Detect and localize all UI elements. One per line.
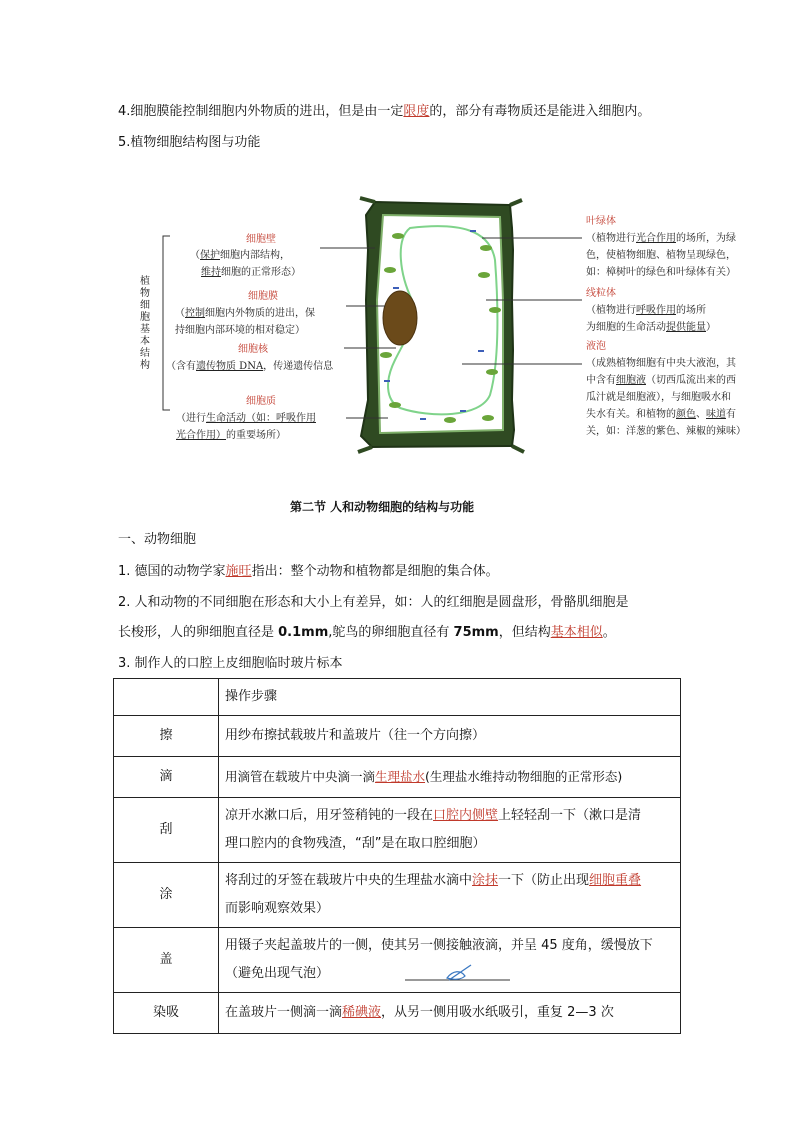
keyword: 稀碘液 (342, 1005, 382, 1020)
step-text (219, 928, 681, 993)
label-title: 线粒体 (586, 288, 616, 299)
mitochondrion (478, 350, 484, 352)
text: 用滴管在载玻片中央滴一滴 (225, 769, 376, 784)
text: ,鸵鸟的卵细胞直径有 (328, 625, 454, 640)
bracket (163, 236, 170, 410)
item-2-line-2 (118, 624, 616, 642)
text: （ (175, 308, 185, 319)
keyword: 细胞重叠 (589, 873, 642, 888)
table-row (114, 993, 681, 1034)
step-name: 盖 (114, 928, 219, 993)
keyword: 光合作用 (636, 233, 676, 244)
label-title: 细胞质 (246, 396, 276, 407)
text: （成熟植物细胞有中央大液泡，其 (586, 358, 736, 369)
text: （植物进行 (586, 233, 636, 244)
chloroplast (486, 369, 498, 375)
text: 。 (602, 625, 616, 640)
char: 细 (140, 300, 150, 311)
keyword: 细胞液 (616, 375, 646, 386)
text: 长梭形，人的卵细胞直径是 (118, 625, 279, 640)
text: 上轻轻刮一下（漱口是清 (498, 808, 642, 823)
chloroplast (380, 352, 392, 358)
desc-cell-wall (190, 247, 301, 281)
keyword: 基本相似 (550, 625, 603, 640)
mitochondrion (420, 418, 426, 420)
text: 瓜汁就是细胞液），与细胞吸水和 (586, 392, 731, 403)
char: 植 (140, 276, 150, 287)
chloroplast (482, 415, 494, 421)
label-title: 细胞壁 (246, 234, 276, 245)
table-header-row (114, 679, 681, 716)
char: 基 (140, 324, 150, 335)
heading-animal-cell: 一、动物细胞 (118, 532, 197, 547)
text: ） (706, 322, 716, 333)
table-row (114, 798, 681, 863)
label-cytoplasm (246, 393, 276, 410)
text: 细胞内部结构， (220, 250, 290, 261)
text: 用镊子夹起盖玻片的一侧，使其另一侧接触液滴，并呈 45 度角，缓慢放下 (225, 938, 653, 953)
step-name: 擦 (114, 716, 219, 757)
step-name: 涂 (114, 863, 219, 928)
text: （植物进行 (586, 305, 636, 316)
keyword: 提供能量 (666, 322, 706, 333)
keyword: 光合作用） (176, 430, 226, 441)
text: 而影响观察效果） (225, 901, 330, 916)
desc-cytoplasm (176, 410, 316, 444)
keyword: 遗传物质 DNA (196, 361, 264, 372)
mitochondrion (384, 380, 390, 382)
text: 细胞的正常形态） (221, 267, 301, 278)
step-name: 滴 (114, 757, 219, 798)
keyword: 限度 (403, 104, 430, 119)
text: （ (190, 250, 200, 261)
procedure-table (113, 678, 681, 1034)
chloroplast (389, 402, 401, 408)
label-title: 液泡 (586, 341, 606, 352)
table-row (114, 928, 681, 993)
text: 的场所 (676, 305, 706, 316)
label-title: 细胞核 (238, 344, 268, 355)
text: 凉开水漱口后，用牙签稍钝的一段在 (225, 808, 434, 823)
section-title: 第二节 人和动物细胞的结构与功能 (290, 500, 475, 514)
chloroplast (384, 267, 396, 273)
char: 胞 (140, 312, 150, 323)
chloroplast (444, 417, 456, 423)
table-row (114, 716, 681, 757)
desc-cell-membrane (175, 305, 315, 339)
text: ，从另一侧用吸水纸吸引，重复 2—3 次 (381, 1005, 614, 1020)
coverslip-sketch (405, 962, 515, 984)
keyword: 味道 (706, 409, 726, 420)
chloroplast (392, 233, 404, 239)
text: 4.细胞膜能控制细胞内外物质的进出，但是由一定 (118, 104, 404, 119)
text: 失水有关。和植物的 (586, 409, 676, 420)
label-cell-membrane (248, 288, 278, 305)
text: 的，部分有毒物质还是能进入细胞内。 (429, 104, 651, 119)
text: 的重要场所） (226, 430, 286, 441)
mitochondrion (470, 230, 476, 232)
text: 指出：整个动物和植物都是细胞的集合体。 (251, 564, 499, 579)
text: 在盖玻片一侧滴一滴 (225, 1005, 343, 1020)
desc-nucleus (166, 358, 333, 375)
text: 一下（防止出现 (498, 873, 590, 888)
step-text (219, 863, 681, 928)
table-header: 操作步骤 (219, 679, 681, 716)
mitochondrion (393, 287, 399, 289)
char: 本 (140, 336, 150, 347)
text: 理口腔内的食物残渣，“刮”是在取口腔细胞） (225, 836, 486, 851)
table-row (114, 863, 681, 928)
label-title: 叶绿体 (586, 216, 616, 227)
text: (生理盐水维持动物细胞的正常形态) (425, 769, 623, 784)
text: ，传递遗传信息 (263, 361, 334, 372)
nucleus (383, 291, 417, 345)
keyword: 保护 (200, 250, 220, 261)
step-text: 用纱布擦拭载玻片和盖玻片（往一个方向擦） (219, 716, 681, 757)
char: 构 (140, 360, 150, 371)
keyword: 施旺 (225, 564, 252, 579)
text: （进行 (176, 413, 206, 424)
text: （含有 (166, 361, 196, 372)
text: 如：樟树叶的绿色和叶绿体有关） (586, 267, 736, 278)
mitochondrion (460, 410, 466, 412)
text: 中含有 (586, 375, 616, 386)
text: ，但结构 (498, 625, 551, 640)
label-cell-wall (246, 231, 276, 248)
chloroplast (478, 272, 490, 278)
step-name: 染吸 (114, 993, 219, 1034)
desc-mitochondria (586, 285, 716, 336)
keyword: 生命活动（如：呼吸作用 (206, 413, 316, 424)
char: 结 (140, 348, 150, 359)
item-2-line-1: 2. 人和动物的不同细胞在形态和大小上有差异，如：人的红细胞是圆盘形，骨骼肌细胞是 (118, 595, 629, 610)
text: （切西瓜流出来的西 (646, 375, 736, 386)
desc-vacuole (586, 338, 746, 440)
item-1 (118, 563, 499, 581)
text: 持细胞内部环境的相对稳定） (175, 325, 305, 336)
table-cell (114, 679, 219, 716)
step-text (219, 993, 681, 1034)
text: 将刮过的牙签在载玻片中央的生理盐水滴中 (225, 873, 473, 888)
label-nucleus (238, 341, 268, 358)
step-name: 刮 (114, 798, 219, 863)
text: 关，如：洋葱的紫色、辣椒的辣味） (586, 426, 746, 437)
char: 物 (140, 288, 150, 299)
text: 细胞内外物质的进出，保 (205, 308, 315, 319)
step-text (219, 798, 681, 863)
chloroplast (480, 245, 492, 251)
item-3: 3. 制作人的口腔上皮细胞临时玻片标本 (118, 656, 343, 671)
table-row (114, 757, 681, 798)
desc-chloroplast (586, 213, 736, 281)
paragraph-5: 5.植物细胞结构图与功能 (118, 135, 261, 150)
text: （避免出现气泡） (225, 966, 330, 981)
keyword: 呼吸作用 (636, 305, 676, 316)
keyword: 生理盐水 (375, 769, 426, 784)
keyword: 控制 (185, 308, 205, 319)
label-title: 细胞膜 (248, 291, 278, 302)
text: 有 (726, 409, 736, 420)
value: 75mm (453, 625, 499, 640)
keyword: 口腔内侧壁 (433, 808, 499, 823)
keyword: 涂抹 (472, 873, 499, 888)
keyword: 颜色 (676, 409, 696, 420)
text: 为细胞的生命活动 (586, 322, 666, 333)
text: 色，使植物细胞、植物呈现绿色， (586, 250, 736, 261)
text: 的场所，为绿 (676, 233, 736, 244)
text: 、 (696, 409, 706, 420)
text: 1. 德国的动物学家 (118, 564, 226, 579)
chloroplast (489, 307, 501, 313)
value: 0.1mm (278, 625, 329, 640)
keyword: 维持 (201, 267, 221, 278)
step-text (219, 757, 681, 798)
